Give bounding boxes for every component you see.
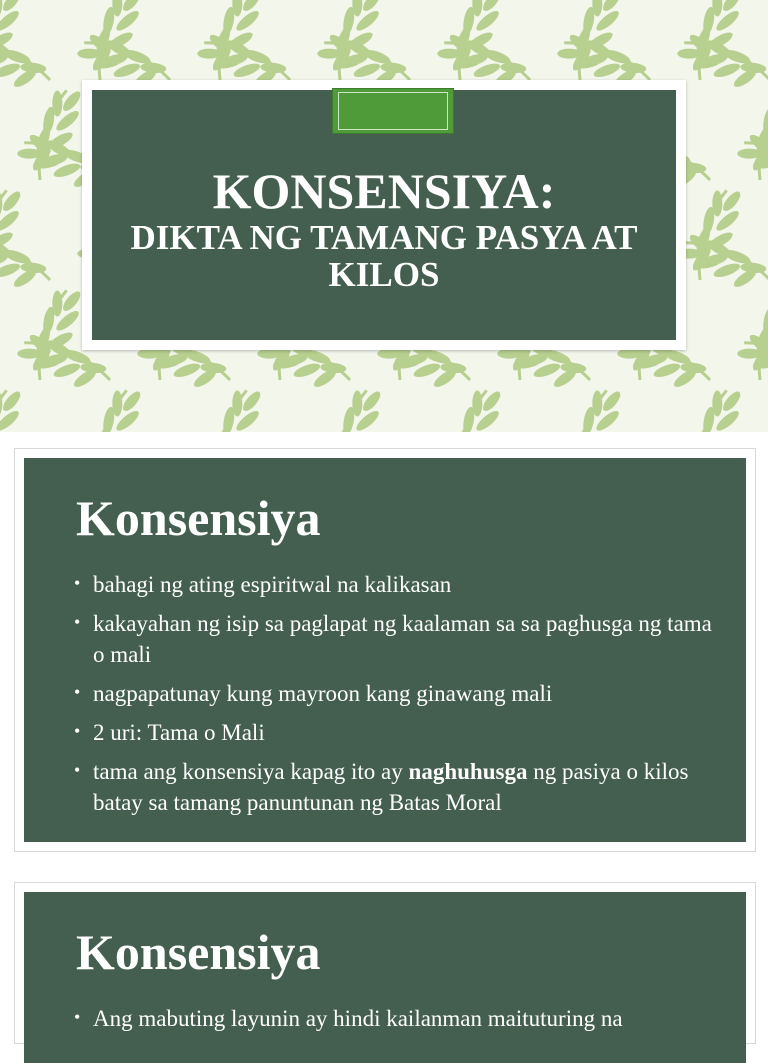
list-item: • 2 uri: Tama o Mali [74, 720, 265, 745]
bold-term: naghuhusga [408, 759, 528, 784]
content-slide-1 [14, 448, 756, 852]
list-item: • tama ang konsensiya kapag ito ay naghuhusga ng pasiya o kilos batay sa tamang panuntunan ng Batas Moral [74, 759, 689, 815]
list-item: • kakayahan ng isip sa paglapat ng kaalaman sa sa paghusga ng tama o mali [74, 611, 712, 667]
bullet-list [74, 568, 714, 825]
content-panel [24, 892, 746, 1063]
list-item: • Ang mabuting layunin ay hindi kailanman maituturing na [74, 1006, 623, 1031]
slide-heading: Konsensiya [76, 490, 321, 546]
title-accent-tab [332, 88, 454, 134]
content-panel [24, 458, 746, 842]
bullet-list [74, 1002, 714, 1041]
list-item: • bahagi ng ating espiritwal na kalikasan [74, 572, 452, 597]
slide-heading: Konsensiya [76, 924, 321, 980]
content-slide-2 [14, 882, 756, 1044]
slide-subtitle: DIKTA NG TAMANG PASYA AT KILOS [130, 218, 638, 294]
title-frame [82, 80, 686, 350]
list-item: • nagpapatunay kung mayroon kang ginawang mali [74, 681, 553, 706]
slide-title: KONSENSIYA: [212, 163, 556, 219]
title-slide [0, 0, 768, 432]
title-box [92, 90, 676, 340]
